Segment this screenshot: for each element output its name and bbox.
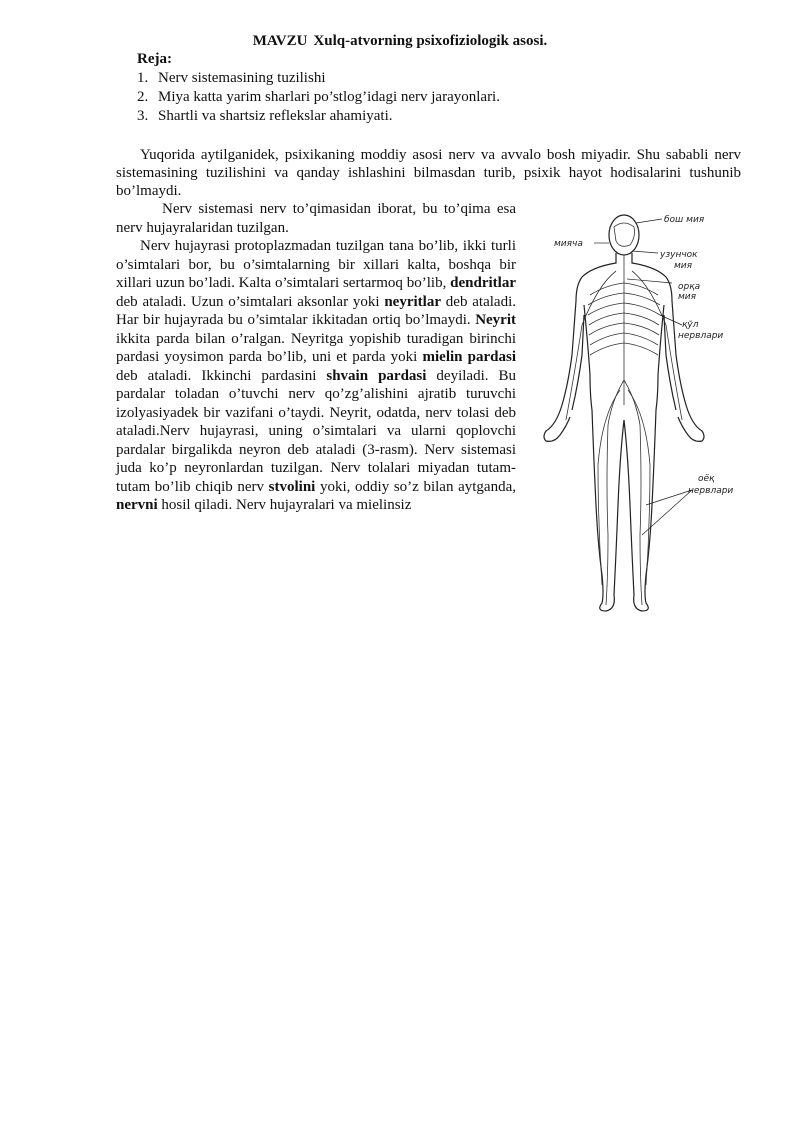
text-run: deb ataladi. Har bir hujayrada bu o’simtalar ikkitadan ortiq bo’lmaydi. [116,293,516,328]
plan-item [137,69,500,88]
text-run: deb ataladi. Ikkinchi pardasini [116,367,327,384]
term-trunk: stvolini [268,478,316,495]
plan-heading: Reja: [137,51,172,67]
plan-item-text: Miya katta yarim sharlari po’stlog’idagi nerv jarayonlari. [158,89,500,105]
label-leg-nerves-2: нервлари [688,486,734,496]
main-column [116,200,516,515]
term-nerve: nervni [116,497,158,513]
label-brain: бош мия [664,215,705,225]
text-run: deyiladi. Bu pardalar toladan o’tuvchi nerv qo’zg’alishini ajratib turuvchi izolyasiyadek bir vazifani o’taydi. Neyrit, odatda, nerv tolasi deb ataladi.Nerv hujayrasi, uning o’simtalari va ularni qoplovchi pardalar birgalikda neyron deb ataladi (3-rasm). Nerv sistemasi juda ko’p neyronlardan tuzilgan. Nerv tolalari miyadan tutam-tutam bo’lib chiqib nerv [116,367,516,495]
title-prefix: MAVZU [252,33,308,49]
plan-item-text: Nerv sistemasining tuzilishi [158,70,326,86]
nervous-system-figure [532,205,757,620]
text-run: deb ataladi. Uzun o’simtalari aksonlar yoki [116,293,385,310]
term-schwann-sheath: shvain pardasi [326,367,427,384]
plan-item-text: Shartli va shartsiz reflekslar ahamiyati. [158,108,393,124]
text-run: ikkita parda bilan o’ralgan. Neyritga yopishib turadigan birinchi pardasi yoysimon parda bo’lib, uni et parda yoki [116,330,516,365]
term-neurites: neyritlar [384,293,441,310]
document-title [0,33,800,50]
text-run: Nerv hujayrasi protoplazmadan tuzilgan tana bo’lib, ikki turli o’simtalari bor, bu o’simtalarning bir xillari kalta, boshqa bir xillari uzun bo’ladi. Kalta o’simtalari sertarmoq bo’lib, [116,238,516,291]
label-medulla-2: мия [674,261,693,271]
paragraph-nerve-tissue: Nerv sistemasi nerv to’qimasidan iborat, bu to’qima esa nerv hujayralaridan tuzilgan. [116,201,516,236]
label-arm-nerves-2: нервлари [678,331,724,341]
text-run: yoki, oddiy so’z bilan aytganda, [315,478,516,495]
label-spinal-2: мия [678,292,697,302]
label-cerebellum: мияча [554,239,583,249]
plan-item [137,107,500,126]
nerve-lines [566,223,682,605]
label-medulla-1: узунчок [660,250,698,260]
intro-paragraph: Yuqorida aytilganidek, psixikaning moddiy asosi nerv va avvalo bosh miyadir. Shu sababli nerv sistemasining tuzilishini va qanday ishlashini bilmasdan turib, psixik hayot hodisalarini tushunib bo’lmaydi. [116,147,741,199]
label-spinal-1: орқа [678,282,701,292]
label-arm-nerves-1: қўл [682,320,699,330]
plan-item-number: 3. [137,108,149,124]
plan-item [137,88,500,107]
plan-item-number: 2. [137,89,149,105]
plan-item-number: 1. [137,70,149,86]
title-text: Xulq-atvorning psixofiziologik asosi. [313,33,548,49]
text-run: hosil qiladi. Nerv hujayralari va mielinsiz [157,497,412,513]
term-myelin-sheath: mielin pardasi [422,349,516,365]
label-leg-nerves-1: оёқ [698,474,715,484]
plan-list [137,69,500,126]
paragraph-nerve-cell [116,237,516,515]
term-dendrites: dendritlar [450,275,516,291]
term-neurite: Neyrit [475,312,516,328]
